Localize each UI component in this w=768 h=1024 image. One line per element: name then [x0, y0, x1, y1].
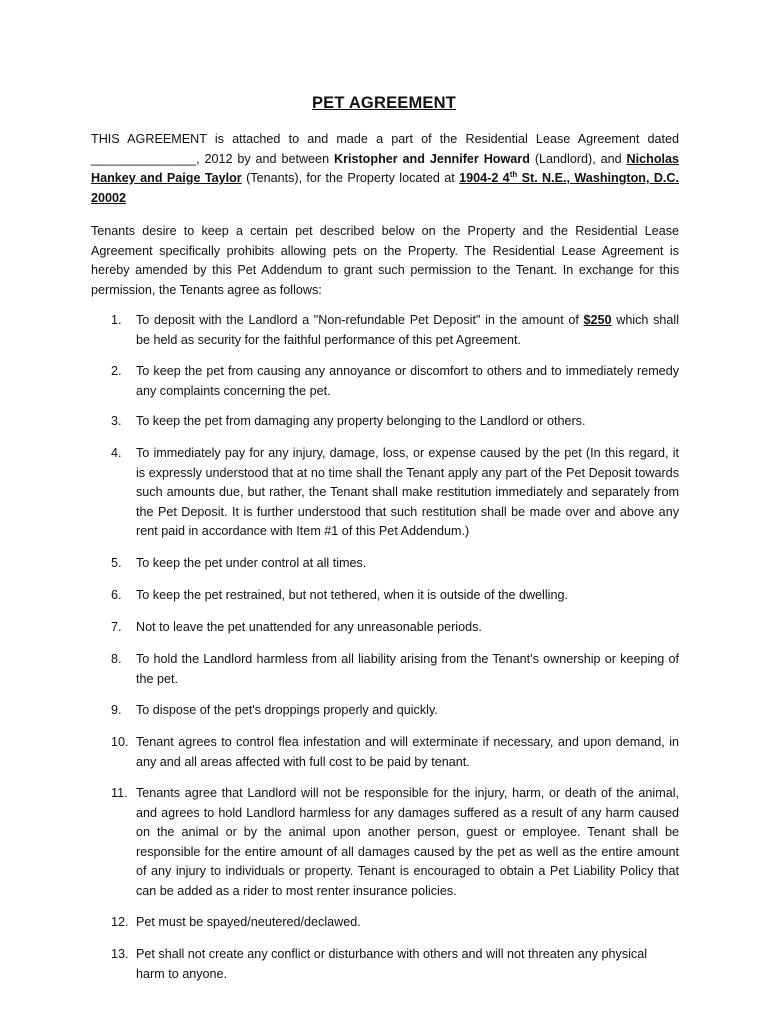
intro-text-1: THIS AGREEMENT is attached to and made a part of the Residential Lease Agreement dated — [91, 132, 679, 146]
list-item-text: Pet must be spayed/neutered/declawed. — [136, 915, 361, 929]
permission-paragraph: Tenants desire to keep a certain pet described below on the Property and the Residential Lease Agreement specifically prohibits allowing pets on the Property. The Residential Lease Agreement is hereby amended by this Pet Addendum to grant such permission to the Tenant. In exchange for this permission, the Tenants agree as follows: — [91, 224, 679, 297]
list-item-number: 7. — [111, 620, 122, 634]
list-item-number: 12. — [111, 915, 129, 929]
list-item-text: Not to leave the pet unattended for any unreasonable periods. — [136, 620, 482, 634]
list-item-text: To immediately pay for any injury, damage, loss, or expense caused by the pet (In this regard, it is expressly understood that at no time shall the Tenant apply any part of the Pet Deposit towards such amounts due, but rather, the Tenant shall make restitution immediately and separately from the Pet Deposit. It is further understood that such restitution shall be made over and above any rent paid in accordance with Item #1 of this Pet Addendum.) — [136, 446, 679, 538]
list-item-number: 8. — [111, 652, 122, 666]
landlord-names: Kristopher and Jennifer Howard — [333, 151, 530, 166]
list-item-text: To keep the pet from damaging any property belonging to the Landlord or others. — [136, 414, 586, 428]
list-item-number: 5. — [111, 556, 122, 570]
list-item-number: 4. — [111, 446, 122, 460]
list-item-text: To keep the pet restrained, but not tethered, when it is outside of the dwelling. — [136, 588, 568, 602]
date-blank: _______________ — [91, 151, 197, 166]
item-1-text-b: which shall be held as security for the faithful performance of this pet Agreement. — [136, 313, 679, 347]
list-item-text: To hold the Landlord harmless from all liability arising from the Tenant's ownership or keeping of the pet. — [136, 652, 679, 686]
item-1-text-a: To deposit with the Landlord a "Non-refundable Pet Deposit" in the amount of — [136, 313, 584, 327]
intro-paragraph — [91, 130, 679, 208]
list-item-number: 6. — [111, 588, 122, 602]
list-item-number: 13. — [111, 947, 129, 961]
deposit-amount: $250 — [583, 313, 612, 327]
list-item-text: Tenant agrees to control flea infestation and will exterminate if necessary, and upon demand, in any and all areas affected with full cost to be paid by tenant. — [136, 735, 679, 769]
list-item-number: 3. — [111, 414, 122, 428]
tenant-names: Nicholas Hankey and Paige Taylor — [91, 151, 680, 185]
list-item-text: To keep the pet under control at all times. — [136, 556, 367, 570]
list-item-number: 2. — [111, 364, 122, 378]
list-item-text: To keep the pet from causing any annoyance or discomfort to others and to immediately remedy any complaints concerning the pet. — [136, 364, 679, 398]
address-part-2: St. N.E., Washington, D.C. 20002 — [91, 171, 680, 205]
list-item-text: Tenants agree that Landlord will not be responsible for the injury, harm, or death of the animal, and agrees to hold Landlord harmless for any damages suffered as a result of any harm caused on the animal or by the animal upon another person, guest or employee. Tenant shall be responsible for the entire amount of all damages caused by the pet as well as the entire amount of any injury to individuals or property. Tenant is encouraged to obtain a Pet Liability Policy that can be added as a rider to most renter insurance policies. — [136, 786, 679, 898]
intro-text-2: , 2012 by and between — [196, 151, 330, 166]
list-item-number: 10. — [111, 735, 129, 749]
address-part-1: 1904-2 4 — [459, 171, 510, 185]
document-title: PET AGREEMENT — [311, 94, 457, 112]
list-item-number: 11. — [111, 786, 128, 800]
intro-text-4: (Tenants), for the Property located at — [246, 171, 455, 185]
list-item-number: 1. — [111, 313, 122, 327]
address-superscript: th — [509, 169, 518, 179]
intro-text-3: (Landlord), and — [534, 151, 622, 166]
list-item-text — [136, 311, 679, 350]
list-item-text: Pet shall not create any conflict or disturbance with others and will not threaten any physical harm to anyone. — [136, 947, 648, 981]
list-item-number: 9. — [111, 703, 122, 717]
list-item-text: To dispose of the pet's droppings properly and quickly. — [136, 703, 438, 717]
